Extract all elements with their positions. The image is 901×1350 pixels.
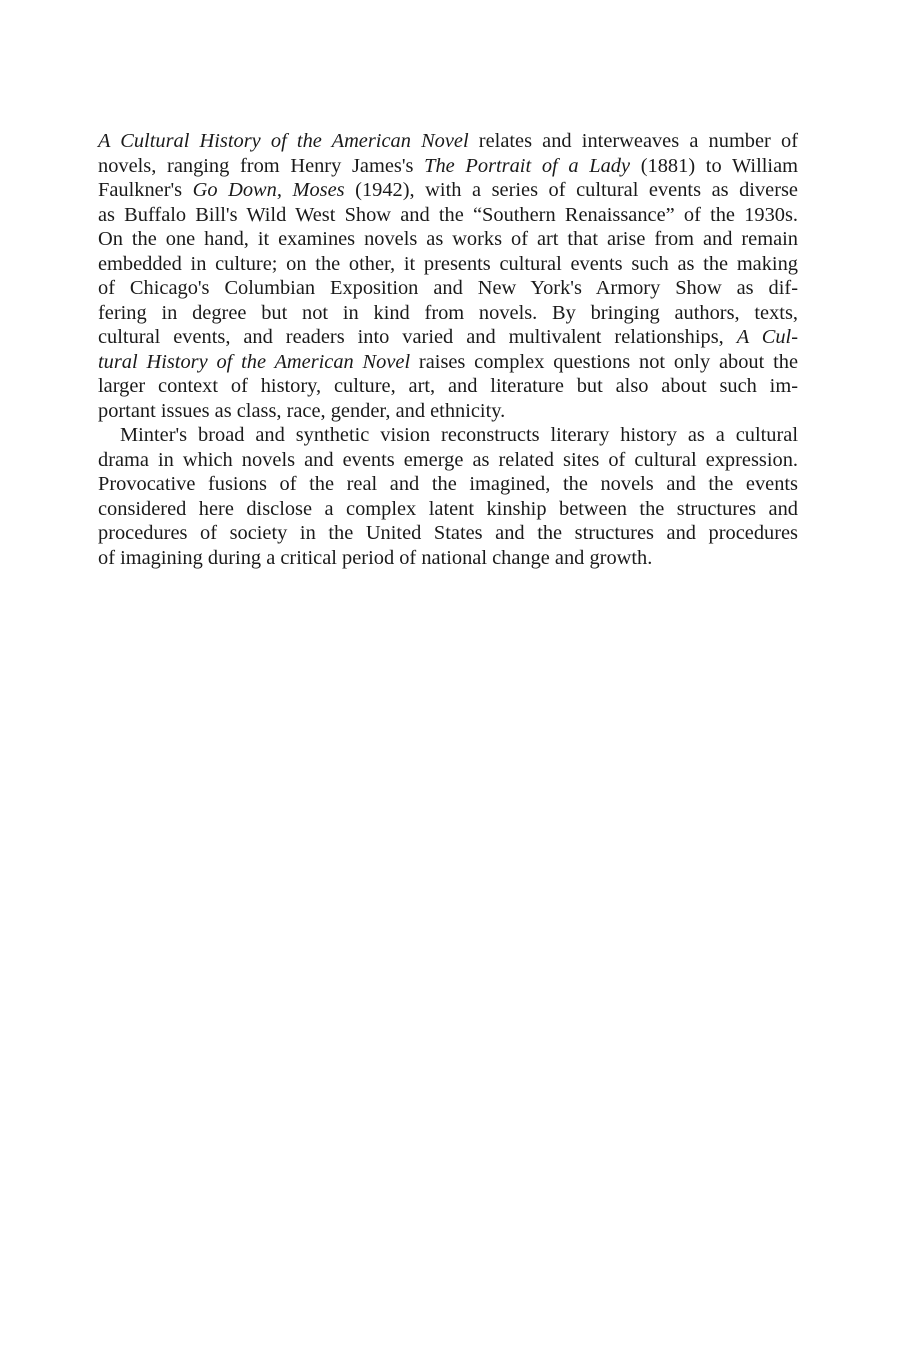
text-run: fering in degree but not in kind from novels. By bringing authors, texts, [98, 301, 798, 324]
text-run: portant issues as class, race, gender, and ethnicity. [98, 399, 506, 422]
text-run: Faulkner's [98, 179, 193, 201]
text-line [98, 301, 798, 326]
text-run: procedures of society in the United States and the structures and procedures [98, 522, 798, 544]
text-run: relates and interweaves a number of [468, 130, 799, 152]
text-run: On the one hand, it examines novels as works of art that arise from and remain [98, 228, 798, 250]
text-line [98, 154, 798, 179]
text-run: cultural events, and readers into varied and multivalent relationships, [98, 326, 737, 348]
text-line [98, 399, 798, 424]
italic-title: Go Down, Moses [192, 179, 345, 201]
text-run: as Buffalo Bill's Wild West Show and the “Southern Renaissance” of the 1930s. [98, 203, 798, 226]
text-run: Minter's broad and synthetic vision reconstructs literary history as a cultural [120, 424, 798, 446]
paragraph [98, 129, 798, 423]
text-line [98, 276, 798, 301]
italic-title: The Portrait of a Lady [424, 154, 631, 177]
text-run: of Chicago's Columbian Exposition and New York's Armory Show as dif- [98, 277, 798, 299]
text-run: larger context of history, culture, art, and literature but also about such im- [98, 375, 798, 397]
body-text [98, 129, 798, 570]
text-line [98, 325, 798, 350]
italic-title: tural History of the American Novel [98, 350, 411, 373]
text-run: considered here disclose a complex latent kinship between the structures and [98, 497, 798, 520]
italic-title: A Cul- [736, 326, 799, 348]
text-line [98, 374, 798, 399]
text-line [98, 129, 798, 154]
text-run: drama in which novels and events emerge as related sites of cultural expression. [98, 448, 798, 471]
text-line [98, 227, 798, 252]
text-line [98, 448, 798, 473]
text-run: of imagining during a critical period of national change and growth. [98, 546, 653, 569]
text-line [98, 546, 798, 571]
text-run: raises complex questions not only about the [410, 350, 798, 373]
text-line [98, 350, 798, 375]
text-line [98, 203, 798, 228]
text-run: (1942), with a series of cultural events as diverse [344, 179, 798, 201]
text-line [98, 521, 798, 546]
text-line [98, 178, 798, 203]
italic-title: A Cultural History of the American Novel [98, 130, 469, 152]
text-line [98, 252, 798, 277]
text-run: embedded in culture; on the other, it presents cultural events such as the making [98, 252, 798, 275]
text-line [98, 497, 798, 522]
text-run: (1881) to William [630, 154, 798, 177]
text-run: Provocative fusions of the real and the imagined, the novels and the events [98, 473, 798, 495]
paragraph [98, 423, 798, 570]
text-line [98, 423, 798, 448]
text-line [98, 472, 798, 497]
text-run: novels, ranging from Henry James's [98, 154, 425, 177]
